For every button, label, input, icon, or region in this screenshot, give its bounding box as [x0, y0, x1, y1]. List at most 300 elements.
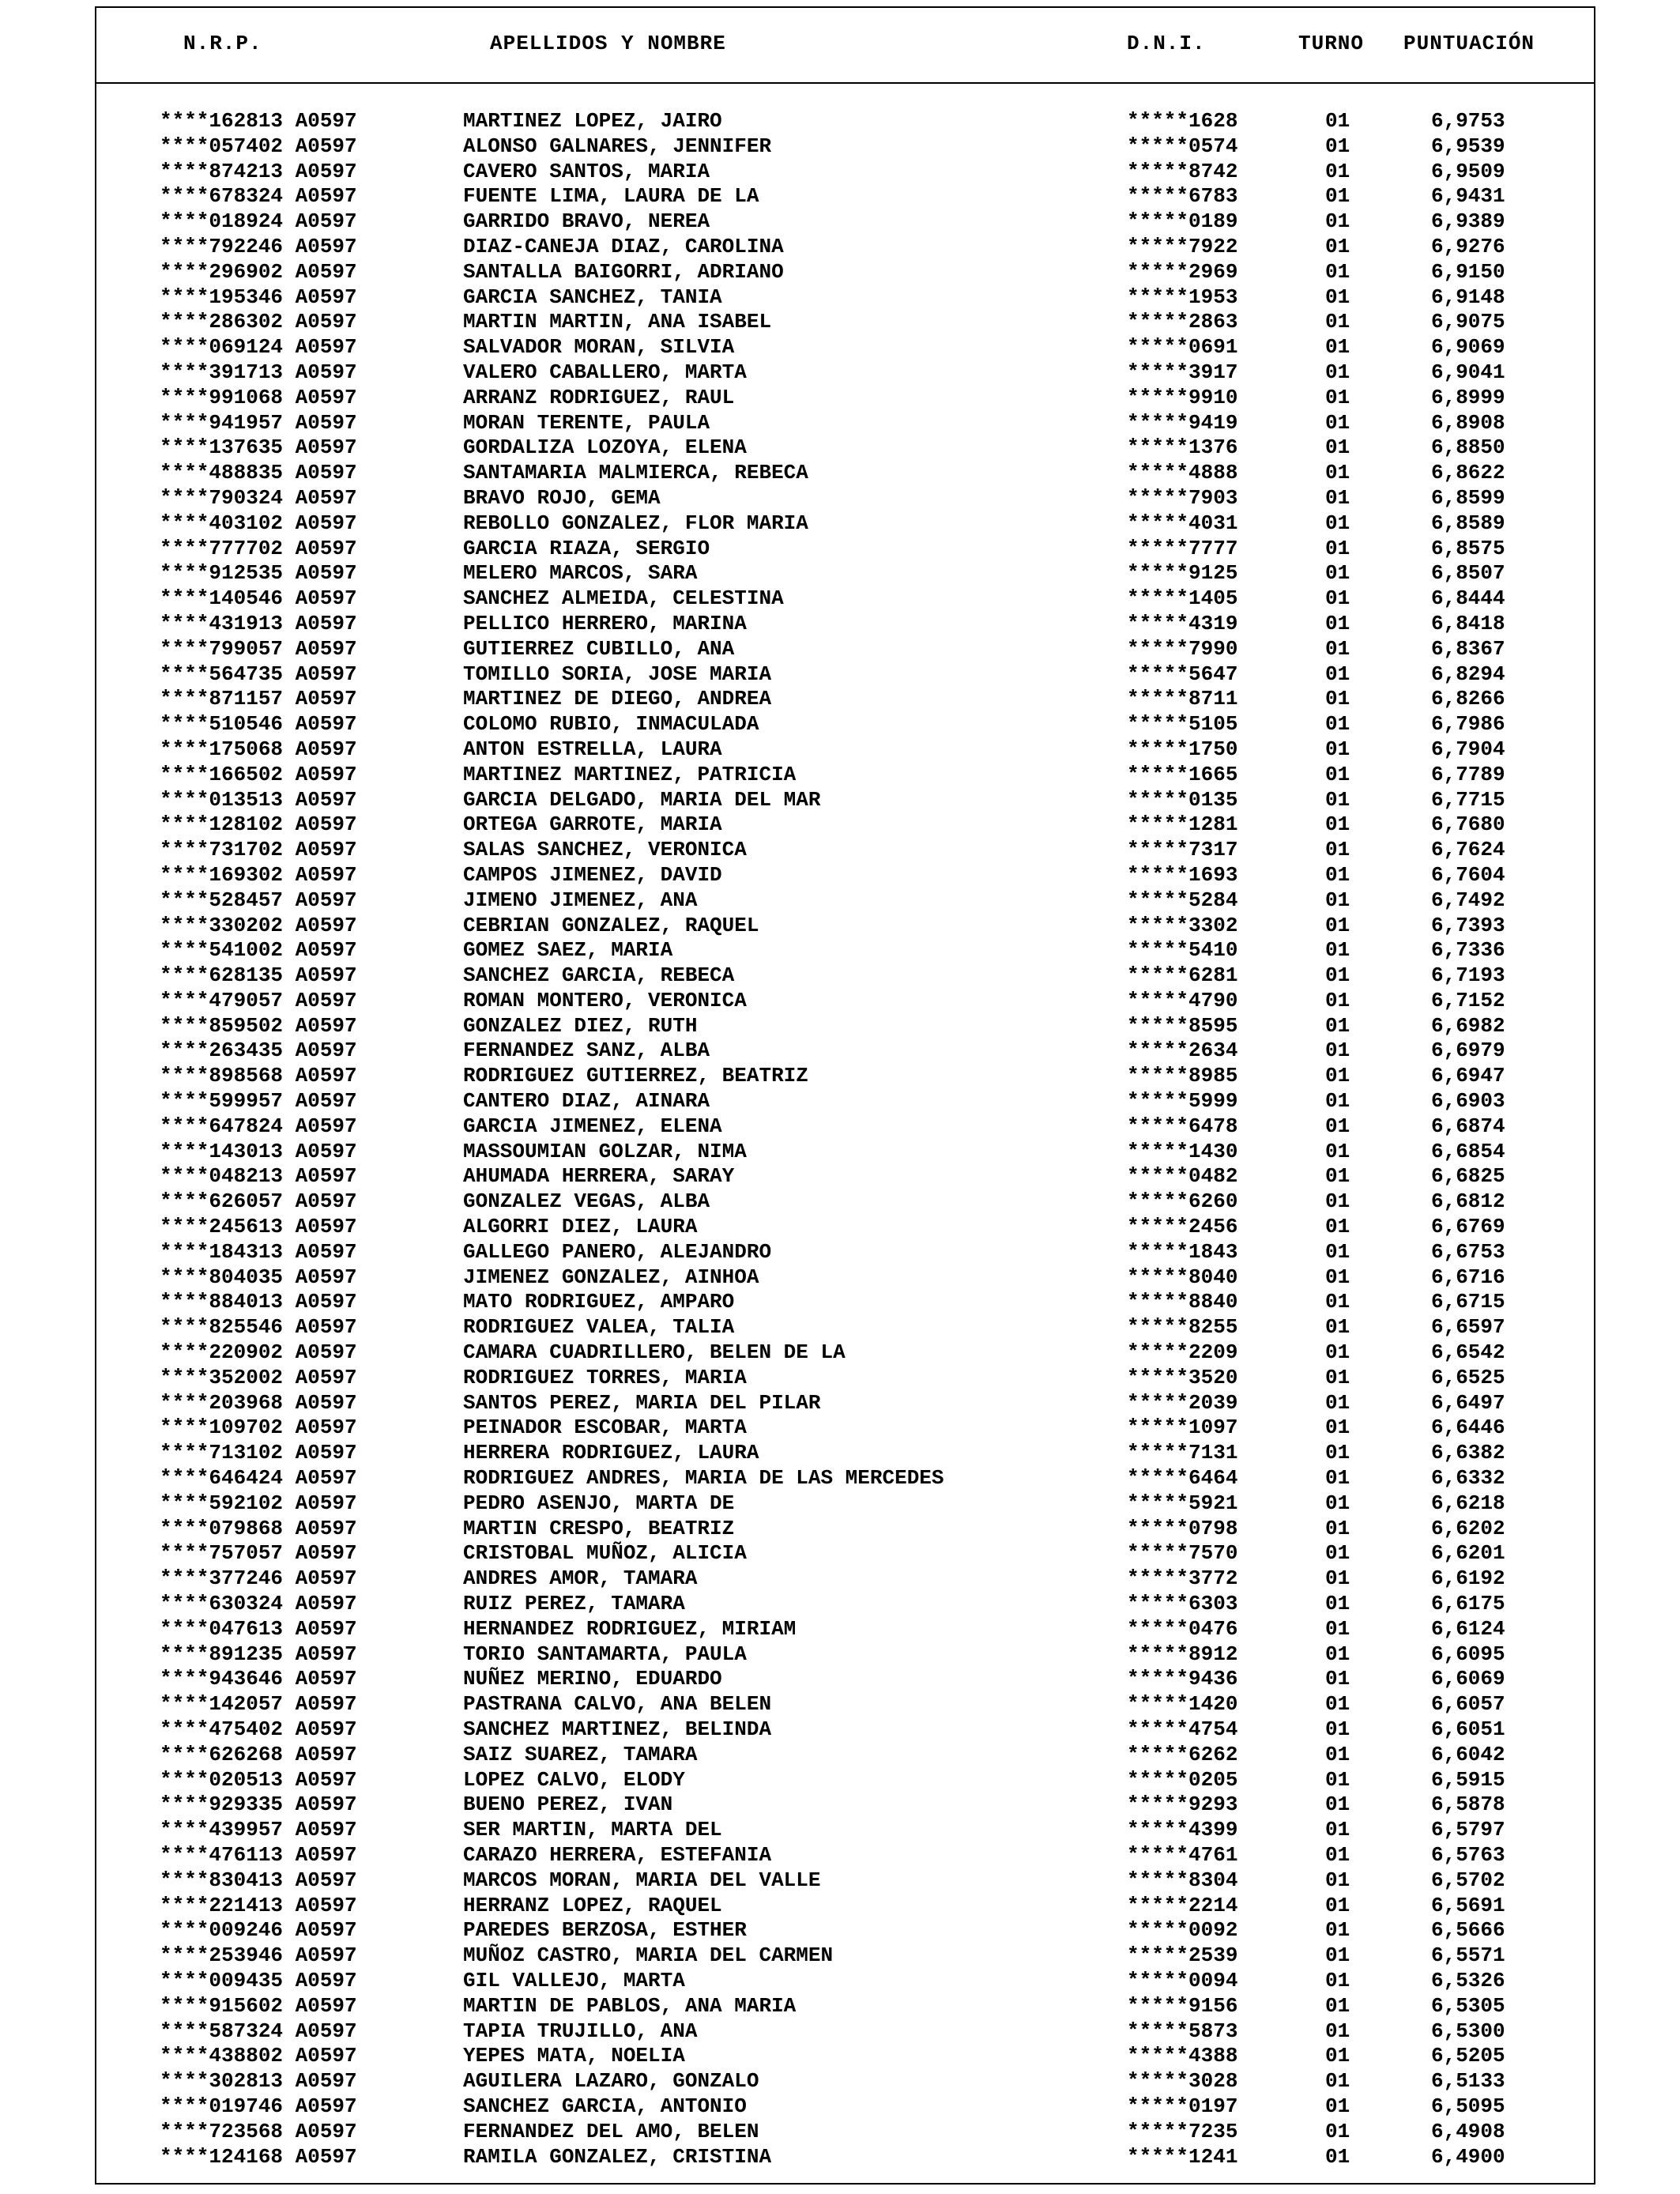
cell-dni: *****6260	[1127, 1189, 1238, 1214]
table-row	[0, 862, 1680, 888]
cell-nrp: ****184313 A0597	[160, 1239, 357, 1264]
cell-name: GALLEGO PANERO, ALEJANDRO	[463, 1239, 772, 1264]
cell-puntuacion: 6,9509	[1431, 159, 1505, 183]
cell-name: PELLICO HERRERO, MARINA	[463, 611, 747, 635]
cell-turno: 01	[1325, 1968, 1350, 1992]
cell-dni: *****5105	[1127, 712, 1238, 737]
cell-nrp: ****646424 A0597	[160, 1466, 357, 1491]
table-row	[0, 711, 1680, 737]
cell-puntuacion: 6,9276	[1431, 234, 1505, 258]
cell-puntuacion: 6,7193	[1431, 963, 1505, 988]
cell-name: SANCHEZ GARCIA, REBECA	[463, 963, 735, 988]
cell-dni: *****0476	[1127, 1616, 1238, 1641]
table-row	[0, 385, 1680, 410]
cell-dni: *****8742	[1127, 159, 1238, 183]
table-row	[0, 1314, 1680, 1340]
cell-dni: *****9436	[1127, 1667, 1238, 1691]
cell-dni: *****8711	[1127, 687, 1238, 711]
cell-turno: 01	[1325, 762, 1350, 786]
cell-puntuacion: 6,9753	[1431, 109, 1505, 133]
cell-name: PAREDES BERZOSA, ESTHER	[463, 1918, 747, 1943]
cell-turno: 01	[1325, 2044, 1350, 2068]
cell-nrp: ****009246 A0597	[160, 1918, 357, 1943]
cell-dni: *****0691	[1127, 335, 1238, 360]
cell-turno: 01	[1325, 435, 1350, 460]
cell-name: SANTAMARIA MALMIERCA, REBECA	[463, 461, 808, 485]
table-row	[0, 1139, 1680, 1164]
table-row	[0, 611, 1680, 636]
cell-puntuacion: 6,8418	[1431, 611, 1505, 635]
cell-nrp: ****069124 A0597	[160, 335, 357, 360]
cell-nrp: ****286302 A0597	[160, 310, 357, 334]
cell-dni: *****3772	[1127, 1566, 1238, 1591]
cell-nrp: ****510546 A0597	[160, 712, 357, 737]
cell-puntuacion: 6,6446	[1431, 1416, 1505, 1440]
cell-turno: 01	[1325, 1365, 1350, 1389]
cell-nrp: ****929335 A0597	[160, 1793, 357, 1817]
cell-name: GARCIA RIAZA, SERGIO	[463, 536, 710, 560]
cell-nrp: ****245613 A0597	[160, 1215, 357, 1239]
cell-dni: *****2539	[1127, 1943, 1238, 1968]
table-row	[0, 963, 1680, 988]
cell-nrp: ****799057 A0597	[160, 636, 357, 661]
cell-name: DIAZ-CANEJA DIAZ, CAROLINA	[463, 234, 784, 258]
cell-nrp: ****528457 A0597	[160, 888, 357, 912]
cell-nrp: ****626268 A0597	[160, 1742, 357, 1766]
table-row	[0, 285, 1680, 310]
cell-dni: *****1281	[1127, 812, 1238, 837]
table-row	[0, 460, 1680, 485]
cell-name: REBOLLO GONZALEZ, FLOR MARIA	[463, 511, 808, 535]
cell-name: RODRIGUEZ TORRES, MARIA	[463, 1365, 747, 1389]
cell-dni: *****9125	[1127, 561, 1238, 586]
table-row	[0, 108, 1680, 134]
cell-dni: *****1097	[1127, 1416, 1238, 1440]
cell-turno: 01	[1325, 1717, 1350, 1741]
cell-puntuacion: 6,7715	[1431, 787, 1505, 812]
cell-dni: *****3028	[1127, 2069, 1238, 2094]
cell-turno: 01	[1325, 988, 1350, 1012]
cell-name: ARRANZ RODRIGUEZ, RAUL	[463, 385, 735, 409]
cell-nrp: ****488835 A0597	[160, 461, 357, 485]
cell-turno: 01	[1325, 485, 1350, 510]
cell-name: MELERO MARCOS, SARA	[463, 561, 698, 586]
cell-puntuacion: 6,4908	[1431, 2119, 1505, 2143]
cell-name: SANTOS PEREZ, MARIA DEL PILAR	[463, 1390, 821, 1415]
cell-puntuacion: 6,6202	[1431, 1516, 1505, 1540]
table-row	[0, 762, 1680, 787]
table-row	[0, 686, 1680, 711]
cell-puntuacion: 6,7986	[1431, 712, 1505, 737]
cell-nrp: ****438802 A0597	[160, 2044, 357, 2068]
cell-name: GONZALEZ VEGAS, ALBA	[463, 1189, 710, 1214]
cell-nrp: ****871157 A0597	[160, 687, 357, 711]
cell-turno: 01	[1325, 687, 1350, 711]
cell-turno: 01	[1325, 1139, 1350, 1163]
column-header-puntuacion: PUNTUACIÓN	[1403, 32, 1535, 55]
cell-puntuacion: 6,8294	[1431, 662, 1505, 686]
cell-puntuacion: 6,8367	[1431, 636, 1505, 661]
cell-puntuacion: 6,8908	[1431, 410, 1505, 435]
cell-name: GIL VALLEJO, MARTA	[463, 1968, 685, 1992]
cell-nrp: ****592102 A0597	[160, 1491, 357, 1515]
cell-puntuacion: 6,6982	[1431, 1013, 1505, 1038]
cell-name: NUÑEZ MERINO, EDUARDO	[463, 1667, 722, 1691]
column-header-name: APELLIDOS Y NOMBRE	[490, 32, 726, 55]
cell-nrp: ****047613 A0597	[160, 1616, 357, 1641]
cell-dni: *****8912	[1127, 1642, 1238, 1666]
cell-nrp: ****439957 A0597	[160, 1818, 357, 1842]
cell-puntuacion: 6,5326	[1431, 1968, 1505, 1992]
cell-name: CANTERO DIAZ, AINARA	[463, 1089, 710, 1114]
cell-nrp: ****475402 A0597	[160, 1717, 357, 1741]
cell-name: RAMILA GONZALEZ, CRISTINA	[463, 2144, 772, 2169]
cell-dni: *****2969	[1127, 259, 1238, 284]
cell-turno: 01	[1325, 1993, 1350, 2018]
cell-dni: *****8040	[1127, 1265, 1238, 1289]
cell-puntuacion: 6,9431	[1431, 184, 1505, 209]
cell-dni: *****0205	[1127, 1767, 1238, 1792]
cell-turno: 01	[1325, 209, 1350, 234]
cell-puntuacion: 6,5691	[1431, 1893, 1505, 1917]
cell-name: MARCOS MORAN, MARIA DEL VALLE	[463, 1868, 821, 1892]
cell-dni: *****4888	[1127, 461, 1238, 485]
cell-dni: *****1376	[1127, 435, 1238, 460]
cell-turno: 01	[1325, 1868, 1350, 1892]
cell-dni: *****1628	[1127, 109, 1238, 133]
cell-turno: 01	[1325, 2069, 1350, 2094]
cell-nrp: ****943646 A0597	[160, 1667, 357, 1691]
table-row	[0, 1340, 1680, 1365]
cell-name: MUÑOZ CASTRO, MARIA DEL CARMEN	[463, 1943, 834, 1968]
cell-name: HERRERA RODRIGUEZ, LAURA	[463, 1441, 759, 1465]
cell-nrp: ****128102 A0597	[160, 812, 357, 837]
cell-puntuacion: 6,9075	[1431, 310, 1505, 334]
cell-nrp: ****391713 A0597	[160, 360, 357, 384]
cell-nrp: ****009435 A0597	[160, 1968, 357, 1992]
table-row	[0, 134, 1680, 159]
cell-turno: 01	[1325, 134, 1350, 158]
cell-dni: *****5647	[1127, 662, 1238, 686]
cell-name: ANDRES AMOR, TAMARA	[463, 1566, 698, 1591]
cell-dni: *****9293	[1127, 1793, 1238, 1817]
cell-nrp: ****647824 A0597	[160, 1114, 357, 1138]
cell-name: TORIO SANTAMARTA, PAULA	[463, 1642, 747, 1666]
column-header-nrp: N.R.P.	[183, 32, 262, 55]
cell-puntuacion: 6,5702	[1431, 1868, 1505, 1892]
table-row	[0, 435, 1680, 460]
cell-name: ALONSO GALNARES, JENNIFER	[463, 134, 772, 158]
cell-dni: *****6262	[1127, 1742, 1238, 1766]
cell-nrp: ****790324 A0597	[160, 485, 357, 510]
cell-dni: *****3302	[1127, 913, 1238, 937]
cell-puntuacion: 6,6715	[1431, 1290, 1505, 1314]
cell-puntuacion: 6,9041	[1431, 360, 1505, 384]
cell-name: RUIZ PEREZ, TAMARA	[463, 1592, 685, 1616]
cell-puntuacion: 6,6057	[1431, 1692, 1505, 1717]
cell-turno: 01	[1325, 2144, 1350, 2169]
cell-dni: *****2209	[1127, 1340, 1238, 1365]
cell-puntuacion: 6,6192	[1431, 1566, 1505, 1591]
cell-turno: 01	[1325, 737, 1350, 761]
cell-name: GUTIERREZ CUBILLO, ANA	[463, 636, 735, 661]
table-row	[0, 234, 1680, 259]
cell-name: FUENTE LIMA, LAURA DE LA	[463, 184, 759, 209]
cell-turno: 01	[1325, 1491, 1350, 1515]
table-row	[0, 2144, 1680, 2169]
cell-turno: 01	[1325, 1390, 1350, 1415]
cell-puntuacion: 6,9069	[1431, 335, 1505, 360]
cell-puntuacion: 6,6382	[1431, 1441, 1505, 1465]
cell-turno: 01	[1325, 1893, 1350, 1917]
cell-puntuacion: 6,6175	[1431, 1592, 1505, 1616]
table-row	[0, 309, 1680, 334]
cell-name: JIMENEZ GONZALEZ, AINHOA	[463, 1265, 759, 1289]
cell-turno: 01	[1325, 1566, 1350, 1591]
cell-nrp: ****221413 A0597	[160, 1893, 357, 1917]
cell-puntuacion: 6,8622	[1431, 461, 1505, 485]
table-row	[0, 1917, 1680, 1943]
cell-dni: *****3520	[1127, 1365, 1238, 1389]
cell-name: MARTINEZ DE DIEGO, ANDREA	[463, 687, 772, 711]
cell-dni: *****1750	[1127, 737, 1238, 761]
cell-turno: 01	[1325, 1541, 1350, 1566]
cell-dni: *****9156	[1127, 1993, 1238, 2018]
cell-turno: 01	[1325, 862, 1350, 887]
table-row	[0, 988, 1680, 1013]
cell-puntuacion: 6,6597	[1431, 1315, 1505, 1340]
cell-nrp: ****891235 A0597	[160, 1642, 357, 1666]
cell-puntuacion: 6,6903	[1431, 1089, 1505, 1114]
cell-nrp: ****777702 A0597	[160, 536, 357, 560]
cell-name: HERNANDEZ RODRIGUEZ, MIRIAM	[463, 1616, 797, 1641]
cell-name: FERNANDEZ SANZ, ALBA	[463, 1039, 710, 1063]
cell-name: JIMENO JIMENEZ, ANA	[463, 888, 698, 912]
cell-puntuacion: 6,6051	[1431, 1717, 1505, 1741]
cell-puntuacion: 6,8589	[1431, 511, 1505, 535]
cell-nrp: ****203968 A0597	[160, 1390, 357, 1415]
cell-turno: 01	[1325, 1441, 1350, 1465]
table-row	[0, 1516, 1680, 1541]
cell-turno: 01	[1325, 913, 1350, 937]
table-row	[0, 1691, 1680, 1717]
table-row	[0, 1968, 1680, 1993]
cell-dni: *****6478	[1127, 1114, 1238, 1138]
cell-nrp: ****723568 A0597	[160, 2119, 357, 2143]
cell-name: CAMPOS JIMENEZ, DAVID	[463, 862, 722, 887]
cell-dni: *****1430	[1127, 1139, 1238, 1163]
cell-puntuacion: 6,8850	[1431, 435, 1505, 460]
table-row	[0, 1013, 1680, 1039]
cell-puntuacion: 6,9148	[1431, 285, 1505, 309]
cell-puntuacion: 6,6769	[1431, 1215, 1505, 1239]
cell-puntuacion: 6,8999	[1431, 385, 1505, 409]
cell-puntuacion: 6,6716	[1431, 1265, 1505, 1289]
cell-turno: 01	[1325, 1114, 1350, 1138]
cell-puntuacion: 6,9389	[1431, 209, 1505, 234]
cell-nrp: ****253946 A0597	[160, 1943, 357, 1968]
cell-puntuacion: 6,6069	[1431, 1667, 1505, 1691]
cell-name: MARTIN CRESPO, BEATRIZ	[463, 1516, 735, 1540]
table-row	[0, 837, 1680, 862]
table-row	[0, 334, 1680, 360]
cell-nrp: ****630324 A0597	[160, 1592, 357, 1616]
cell-name: ORTEGA GARROTE, MARIA	[463, 812, 722, 837]
cell-name: CAMARA CUADRILLERO, BELEN DE LA	[463, 1340, 846, 1365]
cell-dni: *****0482	[1127, 1164, 1238, 1189]
cell-name: AHUMADA HERRERA, SARAY	[463, 1164, 735, 1189]
table-row	[0, 662, 1680, 687]
cell-turno: 01	[1325, 636, 1350, 661]
cell-dni: *****4790	[1127, 988, 1238, 1012]
cell-puntuacion: 6,8507	[1431, 561, 1505, 586]
cell-turno: 01	[1325, 159, 1350, 183]
cell-turno: 01	[1325, 1767, 1350, 1792]
cell-turno: 01	[1325, 234, 1350, 258]
cell-nrp: ****713102 A0597	[160, 1441, 357, 1465]
cell-dni: *****8255	[1127, 1315, 1238, 1340]
cell-nrp: ****195346 A0597	[160, 285, 357, 309]
cell-dni: *****6281	[1127, 963, 1238, 988]
cell-turno: 01	[1325, 536, 1350, 560]
cell-turno: 01	[1325, 888, 1350, 912]
table-row	[0, 209, 1680, 234]
cell-nrp: ****162813 A0597	[160, 109, 357, 133]
cell-nrp: ****019746 A0597	[160, 2094, 357, 2118]
cell-name: TAPIA TRUJILLO, ANA	[463, 2019, 698, 2043]
table-row	[0, 1239, 1680, 1265]
cell-puntuacion: 6,5763	[1431, 1842, 1505, 1867]
cell-turno: 01	[1325, 2019, 1350, 2043]
cell-name: MARTIN DE PABLOS, ANA MARIA	[463, 1993, 797, 2018]
cell-turno: 01	[1325, 461, 1350, 485]
cell-name: SER MARTIN, MARTA DEL	[463, 1818, 722, 1842]
cell-puntuacion: 6,6124	[1431, 1616, 1505, 1641]
cell-dni: *****5284	[1127, 888, 1238, 912]
cell-turno: 01	[1325, 1416, 1350, 1440]
cell-turno: 01	[1325, 109, 1350, 133]
cell-turno: 01	[1325, 184, 1350, 209]
cell-name: YEPES MATA, NOELIA	[463, 2044, 685, 2068]
cell-nrp: ****874213 A0597	[160, 159, 357, 183]
table-row	[0, 737, 1680, 762]
cell-nrp: ****018924 A0597	[160, 209, 357, 234]
table-row	[0, 1817, 1680, 1842]
cell-name: HERRANZ LOPEZ, RAQUEL	[463, 1893, 722, 1917]
table-row	[0, 1390, 1680, 1416]
cell-turno: 01	[1325, 335, 1350, 360]
cell-name: SANCHEZ MARTINEZ, BELINDA	[463, 1717, 772, 1741]
cell-name: ROMAN MONTERO, VERONICA	[463, 988, 747, 1012]
table-row	[0, 1591, 1680, 1616]
cell-puntuacion: 6,8266	[1431, 687, 1505, 711]
cell-turno: 01	[1325, 1742, 1350, 1766]
cell-nrp: ****898568 A0597	[160, 1064, 357, 1088]
cell-nrp: ****678324 A0597	[160, 184, 357, 209]
table-row	[0, 1616, 1680, 1642]
cell-name: MARTINEZ LOPEZ, JAIRO	[463, 109, 722, 133]
cell-nrp: ****476113 A0597	[160, 1842, 357, 1867]
cell-name: CEBRIAN GONZALEZ, RAQUEL	[463, 913, 759, 937]
table-row	[0, 1792, 1680, 1817]
table-row	[0, 560, 1680, 586]
cell-turno: 01	[1325, 838, 1350, 862]
cell-name: VALERO CABALLERO, MARTA	[463, 360, 747, 384]
cell-dni: *****2456	[1127, 1215, 1238, 1239]
table-row	[0, 485, 1680, 511]
cell-dni: *****1665	[1127, 762, 1238, 786]
cell-dni: *****0798	[1127, 1516, 1238, 1540]
cell-turno: 01	[1325, 1842, 1350, 1867]
table-row	[0, 1415, 1680, 1440]
cell-nrp: ****626057 A0597	[160, 1189, 357, 1214]
table-row	[0, 410, 1680, 435]
cell-nrp: ****599957 A0597	[160, 1089, 357, 1114]
cell-nrp: ****830413 A0597	[160, 1868, 357, 1892]
cell-puntuacion: 6,5133	[1431, 2069, 1505, 2094]
cell-nrp: ****941957 A0597	[160, 410, 357, 435]
cell-dni: *****9910	[1127, 385, 1238, 409]
cell-puntuacion: 6,7789	[1431, 762, 1505, 786]
cell-turno: 01	[1325, 2119, 1350, 2143]
cell-dni: *****0574	[1127, 134, 1238, 158]
cell-name: CARAZO HERRERA, ESTEFANIA	[463, 1842, 772, 1867]
cell-turno: 01	[1325, 259, 1350, 284]
cell-name: SAIZ SUAREZ, TAMARA	[463, 1742, 698, 1766]
cell-nrp: ****263435 A0597	[160, 1039, 357, 1063]
cell-dni: *****4388	[1127, 2044, 1238, 2068]
column-header-turno: TURNO	[1298, 32, 1365, 55]
table-row	[0, 259, 1680, 285]
cell-name: AGUILERA LAZARO, GONZALO	[463, 2069, 759, 2094]
cell-turno: 01	[1325, 1013, 1350, 1038]
cell-nrp: ****166502 A0597	[160, 762, 357, 786]
cell-puntuacion: 6,6753	[1431, 1239, 1505, 1264]
cell-turno: 01	[1325, 561, 1350, 586]
cell-puntuacion: 6,6825	[1431, 1164, 1505, 1189]
cell-turno: 01	[1325, 1315, 1350, 1340]
cell-turno: 01	[1325, 787, 1350, 812]
cell-nrp: ****377246 A0597	[160, 1566, 357, 1591]
cell-turno: 01	[1325, 1466, 1350, 1491]
table-row	[0, 536, 1680, 561]
cell-nrp: ****175068 A0597	[160, 737, 357, 761]
table-row	[0, 1189, 1680, 1214]
cell-puntuacion: 6,6497	[1431, 1390, 1505, 1415]
cell-dni: *****3917	[1127, 360, 1238, 384]
cell-name: COLOMO RUBIO, INMACULADA	[463, 712, 759, 737]
cell-puntuacion: 6,9150	[1431, 259, 1505, 284]
cell-nrp: ****352002 A0597	[160, 1365, 357, 1389]
cell-dni: *****5999	[1127, 1089, 1238, 1114]
table-row	[0, 1365, 1680, 1390]
table-row	[0, 1491, 1680, 1516]
cell-puntuacion: 6,7336	[1431, 938, 1505, 963]
cell-nrp: ****479057 A0597	[160, 988, 357, 1012]
table-row	[0, 1767, 1680, 1793]
cell-dni: *****2039	[1127, 1390, 1238, 1415]
cell-dni: *****1241	[1127, 2144, 1238, 2169]
cell-nrp: ****137635 A0597	[160, 435, 357, 460]
cell-puntuacion: 6,5915	[1431, 1767, 1505, 1792]
cell-dni: *****7777	[1127, 536, 1238, 560]
table-row	[0, 586, 1680, 611]
cell-dni: *****6783	[1127, 184, 1238, 209]
cell-nrp: ****587324 A0597	[160, 2019, 357, 2043]
cell-dni: *****1420	[1127, 1692, 1238, 1717]
cell-nrp: ****020513 A0597	[160, 1767, 357, 1792]
cell-puntuacion: 6,4900	[1431, 2144, 1505, 2169]
